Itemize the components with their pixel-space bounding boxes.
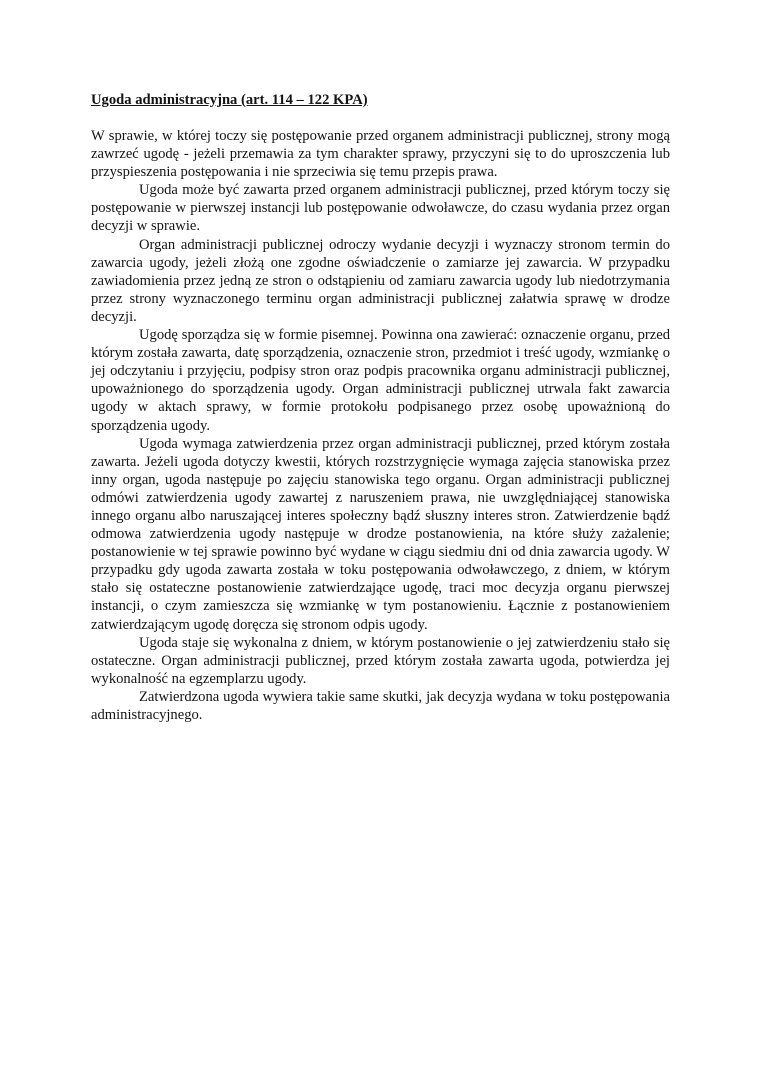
paragraph-2: Ugoda może być zawarta przed organem administracji publicznej, przed którym toczy się postępowanie w pierwszej instancji lub postępowanie odwoławcze, do czasu wydania przez organ decyzji w sprawie.	[91, 182, 670, 235]
paragraph-4: Ugodę sporządza się w formie pisemnej. Powinna ona zawierać: oznaczenie organu, przed którym została zawarta, datę sporządzenia, oznaczenie stron, przedmiot i treść ugody, wzmiankę o jej odczytaniu i przyjęciu, podpisy stron oraz podpis pracownika organu administracji publicznej, upoważnionego do sporządzenia ugody. Organ administracji publicznej utrwala fakt zawarcia ugody w aktach sprawy, w formie protokołu podpisanego przez osobę upoważnioną do sporządzenia ugody.	[91, 327, 670, 434]
paragraph-3: Organ administracji publicznej odroczy wydanie decyzji i wyznaczy stronom termin do zawarcia ugody, jeżeli złożą one zgodne oświadczenie o zamiarze jej zawarcia. W przypadku zawiadomienia przez jedną ze stron o odstąpieniu od zamiaru zawarcia ugody lub niedotrzymania przez strony wyznaczonego terminu organ administracji publicznej załatwia sprawę w drodze decyzji.	[91, 236, 670, 325]
paragraph-5: Ugoda wymaga zatwierdzenia przez organ administracji publicznej, przed którym została zawarta. Jeżeli ugoda dotyczy kwestii, których rozstrzygnięcie wymaga zajęcia stanowiska przez inny organ, ugoda następuje po zajęciu stanowiska tego organu. Organ administracji publicznej odmówi zatwierdzenia ugody zawartej z naruszeniem prawa, nie uwzględniającej stanowiska innego organu albo naruszającej interes społeczny bądź słuszny interes stron. Zatwierdzenie bądź odmowa zatwierdzenia ugody następuje w drodze postanowienia, na które służy zażalenie; postanowienie w tej sprawie powinno być wydane w ciągu siedmiu dni od dnia zawarcia ugody. W przypadku gdy ugoda zawarta została w toku postępowania odwoławczego, z dniem, w którym stało się ostateczne postanowienie zatwierdzające ugodę, traci moc decyzja organu pierwszej instancji, o czym zamieszcza się wzmiankę w tym postanowieniu. Łącznie z postanowieniem zatwierdzającym ugodę doręcza się stronom odpis ugody.	[91, 435, 670, 633]
paragraph-1: W sprawie, w której toczy się postępowanie przed organem administracji publicznej, strony mogą zawrzeć ugodę - jeżeli przemawia za tym charakter sprawy, przyczyni się to do uproszczenia lub przyspieszenia postępowania i nie sprzeciwia się temu przepis prawa.	[91, 128, 670, 181]
paragraph-6: Ugoda staje się wykonalna z dniem, w którym postanowienie o jej zatwierdzeniu stało się ostateczne. Organ administracji publicznej, przed którym została zawarta ugoda, potwierdza jej wykonalność na egzemplarzu ugody.	[91, 634, 670, 687]
paragraph-7: Zatwierdzona ugoda wywiera takie same skutki, jak decyzja wydana w toku postępowania administracyjnego.	[91, 688, 670, 723]
document-body	[91, 91, 670, 724]
document-title: Ugoda administracyjna (art. 114 – 122 KPA)	[91, 92, 368, 108]
